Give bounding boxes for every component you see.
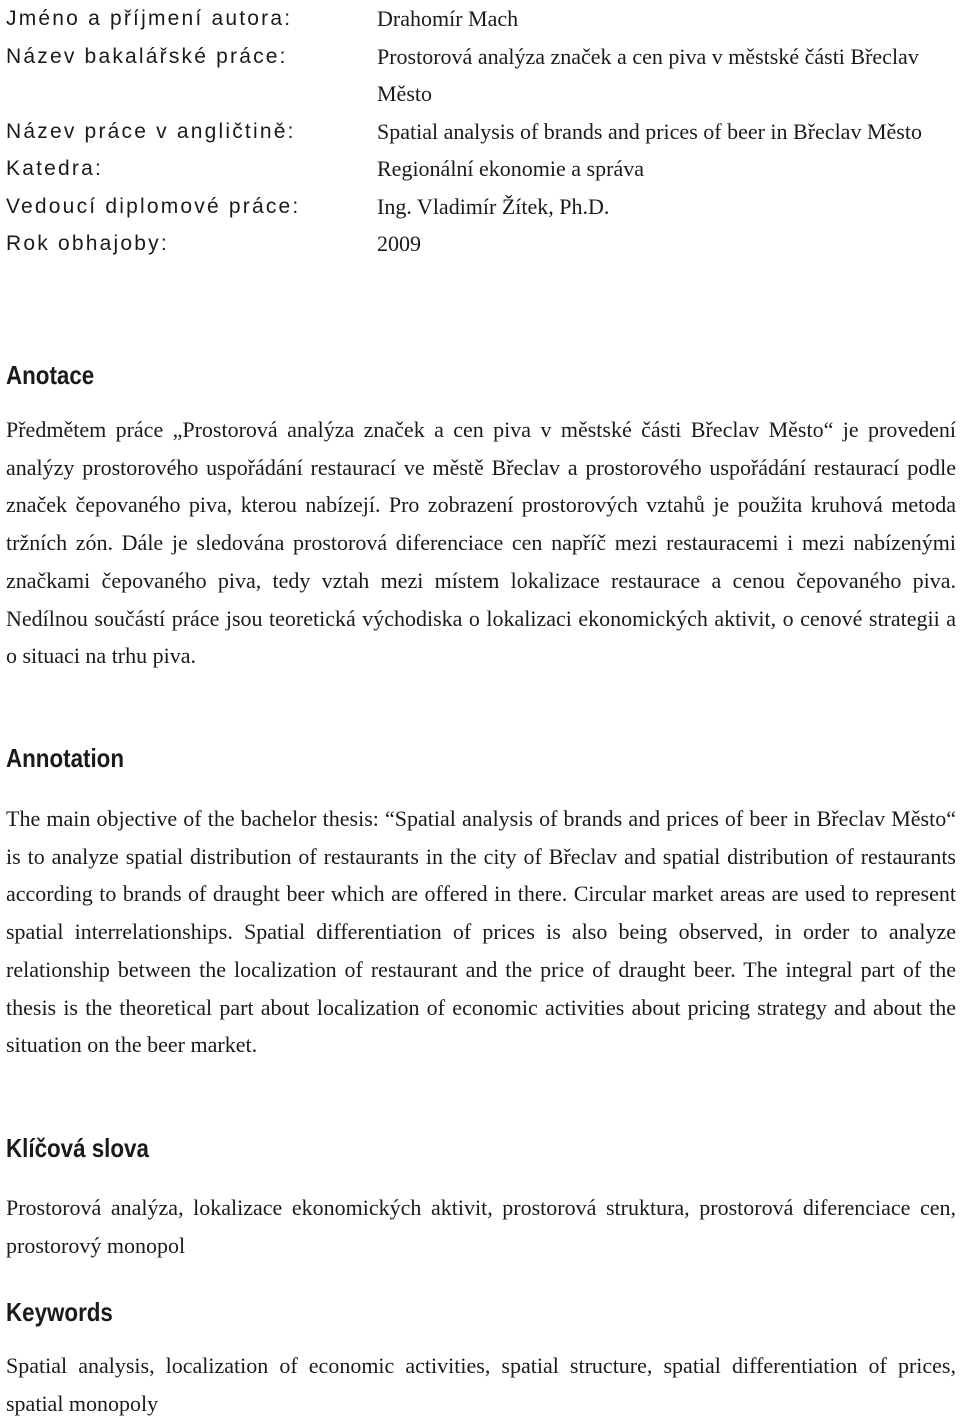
anotace-text: Předmětem práce „Prostorová analýza značek a cen piva v městské části Břeclav Město“ je provedení analýzy prostorového uspořádání restaurací ve městě Břeclav a prostorového uspořádání restaurací podle značek čepovaného piva, kterou nabízejí. Pro zobrazení prostorových vztahů je použita kruhová metoda tržních zón. Dále je sledována prostorová diferenciace cen napříč mezi restauracemi i mezi nabízenými značkami čepovaného piva, tedy vztah mezi místem lokalizace restaurace a cenou čepovaného piva. Nedílnou součástí práce jsou teoretická východiska o lokalizaci ekonomických aktivit, o cenové strategii a o situaci na trhu piva. xyxy=(6,417,956,669)
author-value: Drahomír Mach xyxy=(377,6,519,31)
meta-row-title-cz xyxy=(6,38,956,113)
title-en-label: Název práce v angličtině: xyxy=(6,119,296,143)
year-value: 2009 xyxy=(377,231,421,256)
klicova-slova-text: Prostorová analýza, lokalizace ekonomických aktivit, prostorová struktura, prostorová diferenciace cen, prostorový monopol xyxy=(6,1195,956,1258)
department-value: Regionální ekonomie a správa xyxy=(377,156,644,181)
title-cz-value: Prostorová analýza značek a cen piva v městské části Břeclav Město xyxy=(377,43,919,106)
annotation-text: The main objective of the bachelor thesis: “Spatial analysis of brands and prices of beer in Břeclav Město“ is to analyze spatial distribution of restaurants in the city of Břeclav and spatial distribution of restaurants according to brands of draught beer which are offered in there. Circular market areas are used to represent spatial interrelationships. Spatial differentiation of prices is also being observed, in order to analyze relationship between the localization of restaurant and the price of draught beer. The integral part of the thesis is the theoretical part about localization of economic activities about pricing strategy and about the situation on the beer market. xyxy=(6,806,956,1058)
title-en-value: Spatial analysis of brands and prices of beer in Břeclav Město xyxy=(377,118,922,144)
supervisor-value: Ing. Vladimír Žítek, Ph.D. xyxy=(377,193,610,219)
year-label: Rok obhajoby: xyxy=(6,232,169,255)
meta-row-year xyxy=(6,225,956,263)
keywords-heading: Keywords xyxy=(6,1297,113,1327)
department-label: Katedra: xyxy=(6,157,103,180)
meta-row-department xyxy=(6,150,956,188)
meta-row-title-en xyxy=(6,113,956,151)
meta-row-supervisor xyxy=(6,188,956,226)
keywords-text: Spatial analysis, localization of economic activities, spatial structure, spatial differentiation of prices, spatial monopoly xyxy=(6,1353,956,1416)
author-label: Jméno a příjmení autora: xyxy=(6,7,293,30)
meta-row-author xyxy=(6,0,956,38)
klicova-slova-heading: Klíčová slova xyxy=(6,1133,149,1163)
anotace-heading: Anotace xyxy=(6,360,95,390)
annotation-heading: Annotation xyxy=(6,743,124,773)
supervisor-label: Vedoucí diplomové práce: xyxy=(6,194,301,218)
thesis-metadata xyxy=(6,0,956,263)
title-cz-label: Název bakalářské práce: xyxy=(6,44,288,68)
